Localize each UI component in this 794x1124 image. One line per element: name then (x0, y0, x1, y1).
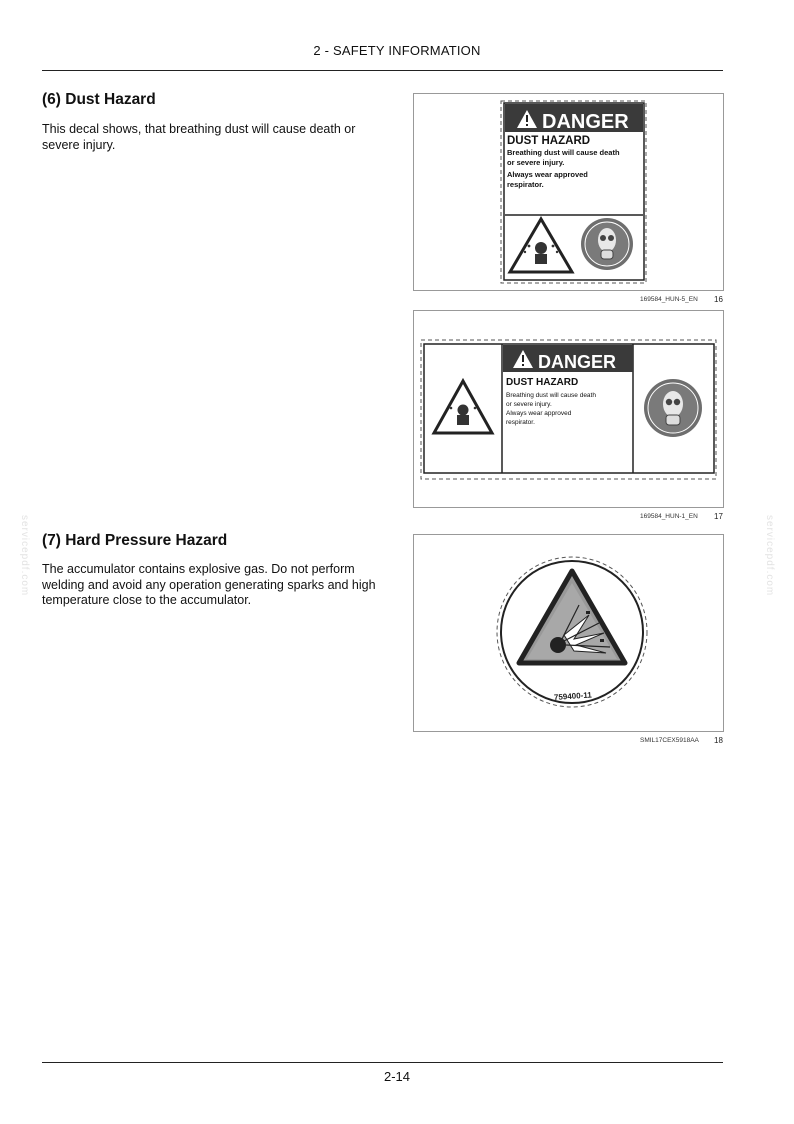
explosion-decal (414, 535, 723, 731)
section-body-dust-hazard: This decal shows, that breathing dust will cause death or severe injury. (42, 122, 356, 152)
decal-line2-fig17: or severe injury. (506, 401, 552, 408)
figure-16-number: 16 (714, 295, 723, 304)
explosion-code: 759400-11 (553, 690, 593, 703)
svg-text:. . . . .: . . . . . (614, 277, 623, 281)
section-title-hard-pressure-hazard: (7) Hard Pressure Hazard (42, 532, 228, 549)
header-rule (42, 70, 723, 71)
page-number: 2-14 (383, 1069, 411, 1084)
figure-17-caption: 169584_HUN-1_EN (640, 513, 698, 520)
decal-line2-fig16: or severe injury. (507, 158, 565, 167)
respirator-icon (581, 218, 633, 270)
figure-17-box (413, 310, 724, 508)
dust-decal-vertical (414, 94, 723, 290)
hazard-title-fig17: DUST HAZARD (506, 377, 579, 388)
decal-line4-fig16: respirator. (507, 180, 544, 189)
dust-decal-horizontal (414, 311, 723, 507)
figure-18-number: 18 (714, 736, 723, 745)
section-body-hard-pressure-hazard: The accumulator contains explosive gas. Do not perform welding and avoid any operation generating sparks and high temperature close to the accumulator. (42, 562, 376, 607)
danger-word-fig16: DANGER (542, 111, 629, 133)
decal-line1-fig16: Breathing dust will cause death (507, 148, 620, 157)
figure-18-box (413, 534, 724, 732)
decal-line3-fig16: Always wear approved (507, 170, 588, 179)
page-header-title: 2 - SAFETY INFORMATION (313, 43, 481, 58)
watermark-right: servicepdf.com (764, 515, 775, 597)
footer-rule (42, 1062, 723, 1063)
respirator-icon-2 (644, 379, 702, 437)
figure-16-caption: 169584_HUN-5_EN (640, 296, 698, 303)
figure-17-number: 17 (714, 512, 723, 521)
section-title-dust-hazard: (6) Dust Hazard (42, 91, 156, 108)
decal-line3-fig17: Always wear approved (506, 410, 572, 417)
decal-line4-fig17: respirator. (506, 419, 535, 426)
danger-word-fig17: DANGER (538, 352, 617, 372)
figure-18-caption: SMIL17CEX5918AA (640, 737, 699, 744)
figure-16-box (413, 93, 724, 291)
hazard-title-fig16: DUST HAZARD (507, 135, 591, 147)
decal-line1-fig17: Breathing dust will cause death (506, 392, 596, 399)
watermark-left: servicepdf.com (19, 515, 30, 597)
